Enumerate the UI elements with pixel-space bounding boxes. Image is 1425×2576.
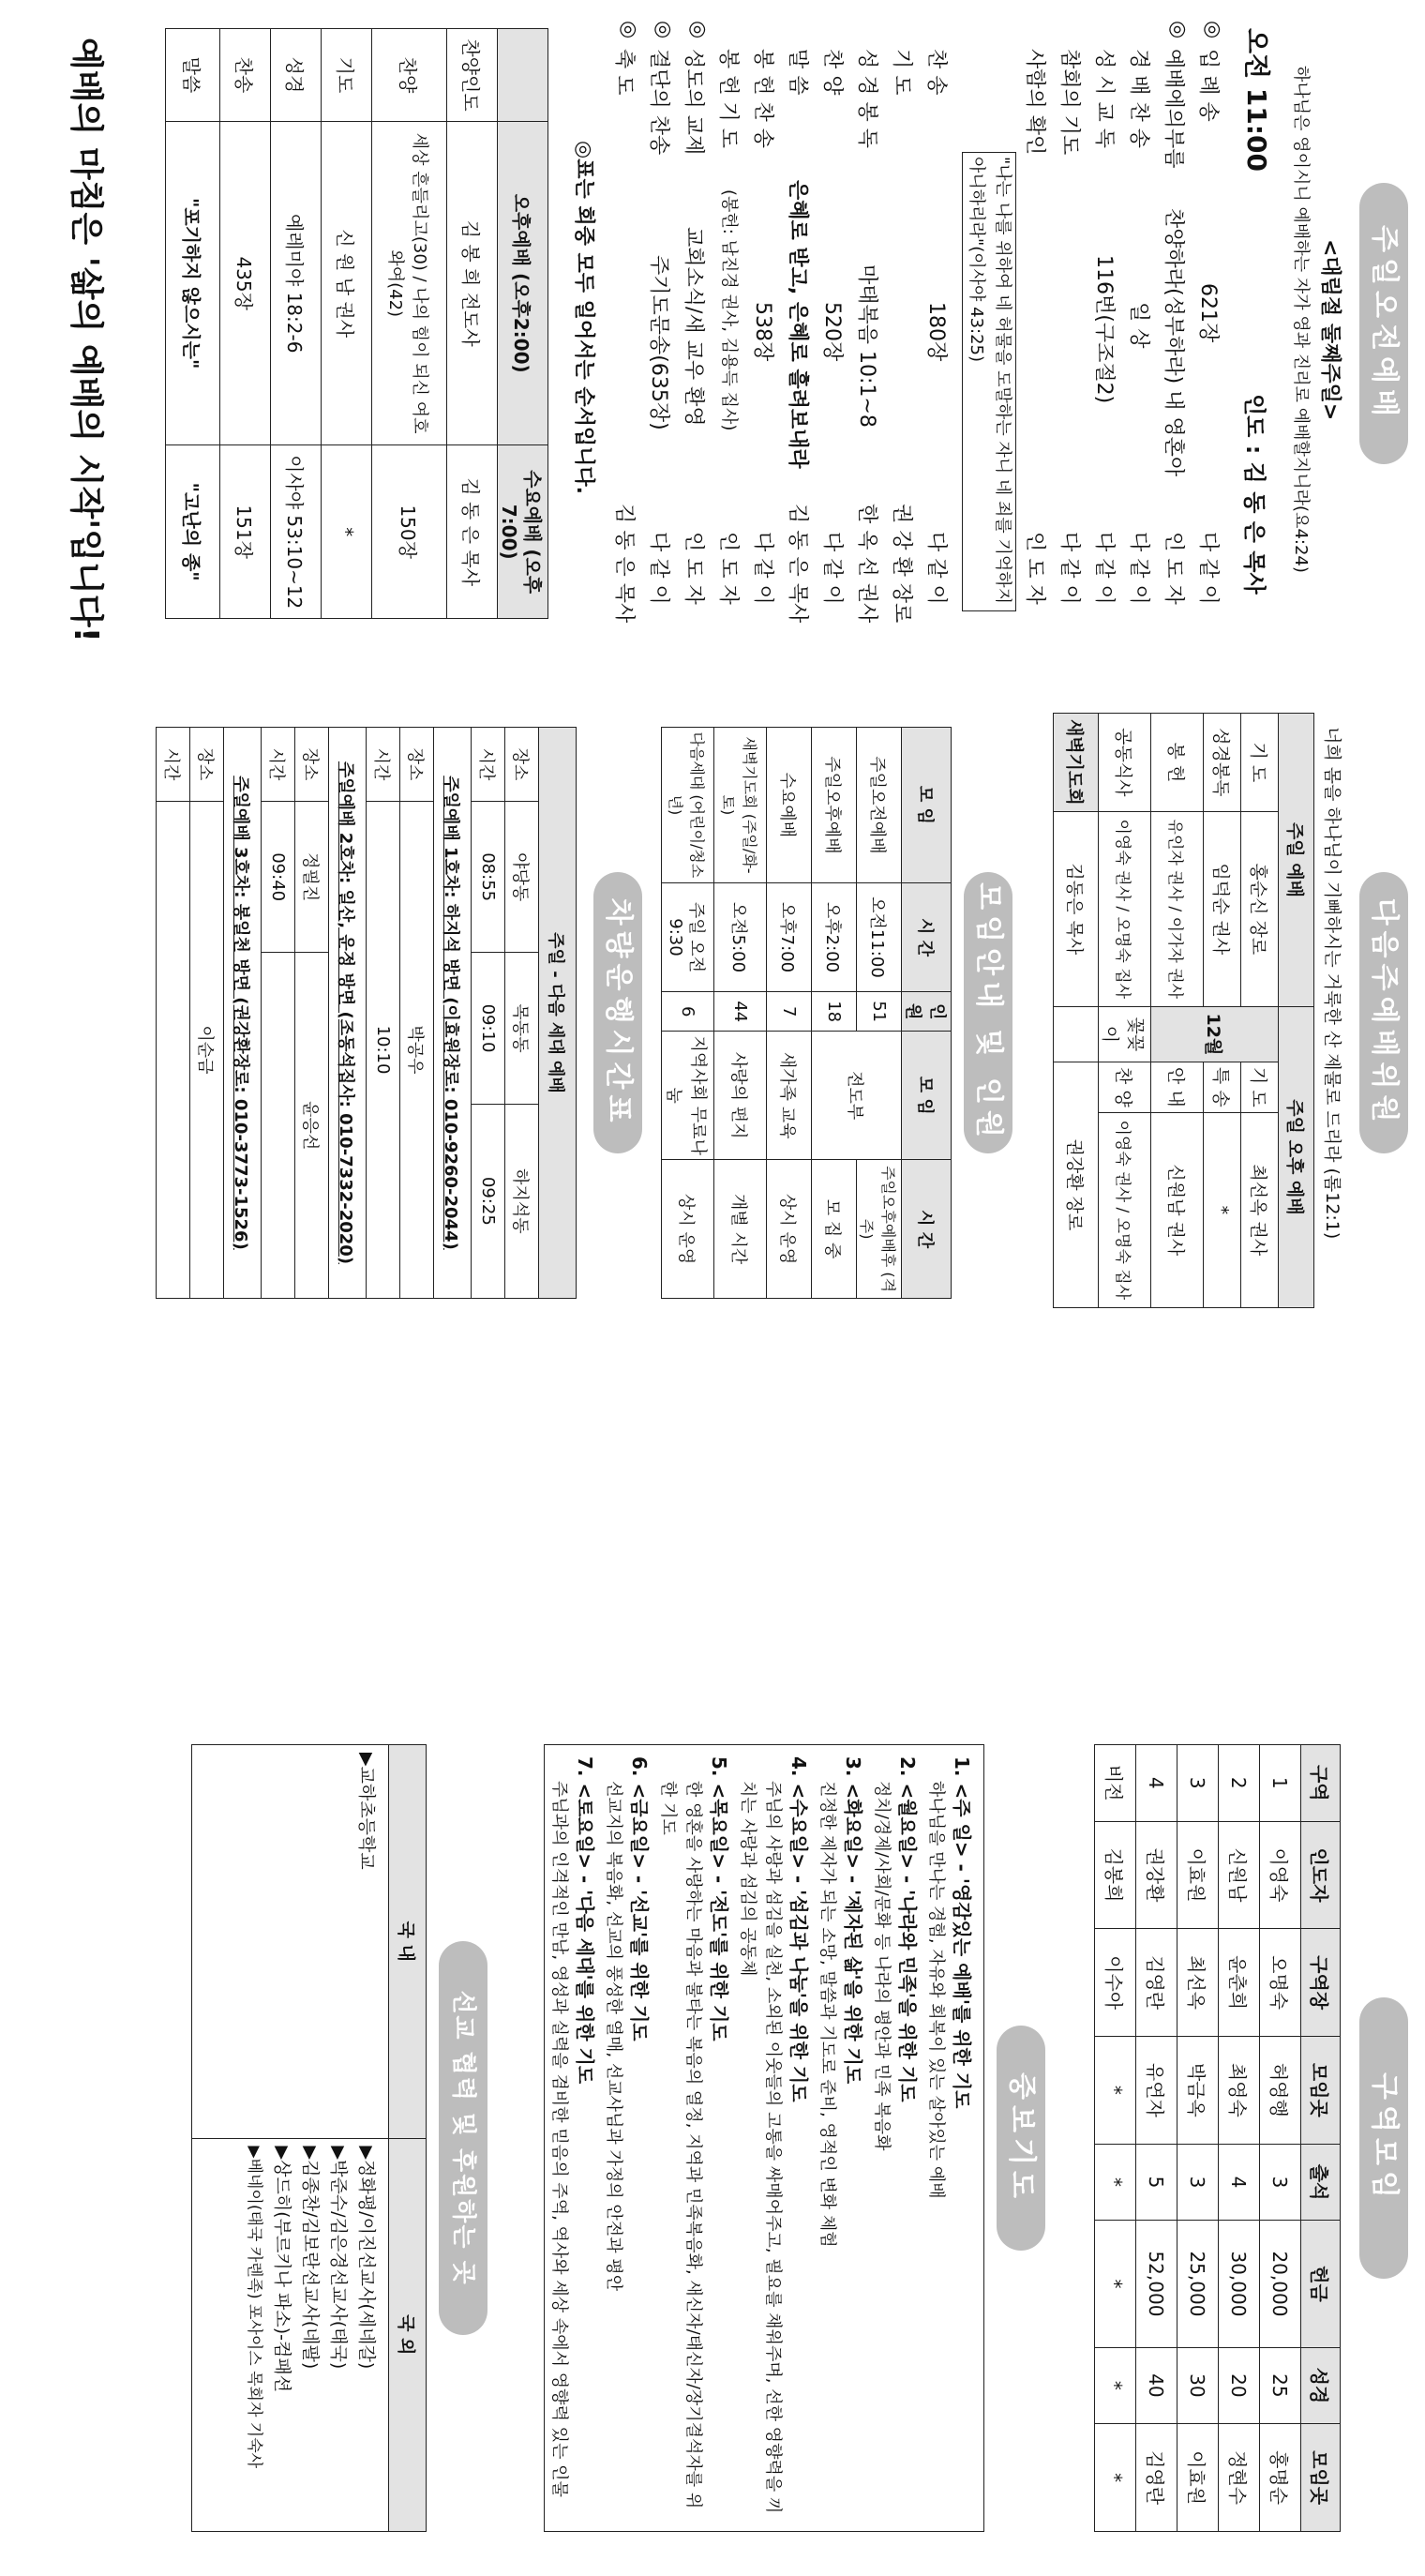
order-detail: (봉헌: 남진경 권사, 김용득 집사) bbox=[719, 189, 739, 431]
table-row bbox=[767, 728, 812, 1299]
name-cell: 신원남 권사 bbox=[1151, 1112, 1204, 1307]
prayer-head: 2. <월요일> - '나라와 민족'을 위한 기도 bbox=[896, 1756, 919, 2102]
table-row bbox=[372, 29, 447, 619]
morning-subtitle: <대림절 둘째주일> bbox=[1318, 239, 1342, 421]
mission-domestic-cell bbox=[192, 1745, 389, 2139]
mission-entry: ▶베네이(태국 카렌족) 포사이스 목회자 기숙사 bbox=[245, 2146, 263, 2469]
districts-header: 헌금 bbox=[1301, 2221, 1341, 2347]
district-cell: 이효원 bbox=[1178, 2424, 1219, 2532]
mission-foreign-cell bbox=[192, 2138, 389, 2532]
order-who: 다 같 이 bbox=[751, 532, 774, 605]
district-cell: 박금옥 bbox=[1178, 2037, 1219, 2145]
meetings-header: 시 간 bbox=[902, 882, 952, 991]
mission-table bbox=[191, 1744, 427, 2532]
row-label: 말씀 bbox=[166, 29, 220, 122]
vehicle-label: 시간 bbox=[157, 728, 190, 802]
district-cell: * bbox=[1095, 2347, 1136, 2424]
order-name: 말 씀 bbox=[786, 49, 809, 96]
order-who: 권 강 환 장로 bbox=[890, 504, 913, 624]
district-cell: 정현수 bbox=[1219, 2424, 1260, 2532]
district-cell: 권강환 bbox=[1136, 1821, 1178, 1929]
district-cell: 김봉희 bbox=[1095, 1821, 1136, 1929]
name-cell: * bbox=[1204, 1112, 1241, 1307]
order-who: 다 같 이 bbox=[1196, 532, 1220, 605]
mission-entry: ▶박준수/김은경선교사(태국) bbox=[328, 2146, 349, 2370]
boxed-verse: "나는 나를 위하여 네 허물을 도말하는 자니 네 죄를 기억하지 아니하리라"(이사야 43:25) bbox=[962, 152, 1016, 611]
order-detail: 주기도문송(635장) bbox=[647, 255, 670, 430]
district-cell: 최선옥 bbox=[1178, 1929, 1219, 2037]
prayer-item bbox=[601, 1756, 652, 2520]
order-name: 봉 헌 기 도 bbox=[716, 49, 740, 148]
mission-entry: ▶김종찬/김보란선교사(네팔) bbox=[300, 2146, 321, 2370]
meeting-cell: 주일오전예배 bbox=[857, 728, 902, 883]
sunday-header: 주일 예배 bbox=[1279, 714, 1314, 1007]
order-item bbox=[644, 21, 679, 630]
mission-entry: ▶교하초등학교 bbox=[356, 1753, 377, 1870]
district-cell: 이수아 bbox=[1095, 1929, 1136, 2037]
prayer-head: 6. <금요일> - '선교'를 위한 기도 bbox=[628, 1756, 651, 2041]
table-row bbox=[1178, 1745, 1219, 2532]
wed-cell: 150장 bbox=[372, 445, 447, 619]
prayer-item bbox=[923, 1756, 974, 2520]
order-item bbox=[1124, 21, 1159, 630]
wed-cell: * bbox=[322, 445, 372, 619]
table-row bbox=[190, 728, 224, 1299]
meetings-header: 모 임 bbox=[902, 1032, 952, 1160]
vehicle-cell: 정필진 bbox=[295, 802, 329, 953]
mission-entry: ▶정화평/이진선교사(세네갈) bbox=[356, 2146, 377, 2370]
district-cell: 2 bbox=[1219, 1745, 1260, 1822]
order-detail: 찬양하라(성부하라) 내 영혼아 bbox=[1162, 208, 1185, 477]
flower-cell: 꽃꽂이 bbox=[1099, 1006, 1151, 1062]
role-cell: 공동식사 bbox=[1099, 714, 1151, 812]
vehicle-line1-title: 주일예배 1호차: 하지석 방면 (이효원장로: 010-9260-2044) bbox=[434, 728, 472, 1299]
order-item bbox=[818, 21, 852, 630]
meetings-table bbox=[661, 727, 952, 1299]
order-name: 참회의 기도 bbox=[1058, 49, 1081, 156]
name-cell: 김동은 목사 bbox=[1054, 811, 1099, 1006]
table-row bbox=[1099, 714, 1151, 1308]
prayer-head: 7. <토요일> - '다음 세대'를 위한 기도 bbox=[574, 1756, 596, 2085]
meetings-title: 모임안내 및 인원 bbox=[964, 872, 1012, 1153]
table-row bbox=[1054, 714, 1099, 1308]
district-cell: 최영숙 bbox=[1219, 2037, 1260, 2145]
district-cell: 5 bbox=[1136, 2144, 1178, 2221]
district-cell: 25,000 bbox=[1178, 2221, 1219, 2347]
meeting-cell: 모 집 중 bbox=[812, 1160, 857, 1299]
district-cell: 비전 bbox=[1095, 1745, 1136, 1822]
prayer-item bbox=[735, 1756, 811, 2520]
districts-header: 성경 bbox=[1301, 2347, 1341, 2424]
role-cell bbox=[1054, 1006, 1099, 1062]
order-detail: 621장 bbox=[1196, 283, 1220, 343]
order-detail: 116번(구조절2) bbox=[1092, 255, 1116, 404]
meeting-cell: 새벽기도회 (주일/화-토) bbox=[714, 728, 767, 883]
pm-cell: 예레미야 18:2-6 bbox=[271, 122, 322, 445]
role-cell: 특 송 bbox=[1204, 1062, 1241, 1112]
district-cell: 허영행 bbox=[1260, 2037, 1301, 2145]
morning-time: 오전 11:00 bbox=[1241, 28, 1272, 172]
meeting-cell: 오후7:00 bbox=[767, 882, 812, 991]
order-mark: ◎ bbox=[1166, 21, 1190, 39]
order-who: 다 같 이 bbox=[820, 532, 844, 605]
prayer-box bbox=[544, 1744, 984, 2532]
mission-foreign-header: 국 외 bbox=[389, 2138, 427, 2532]
order-name: 성 경 봉 독 bbox=[855, 49, 878, 148]
districts-header: 인도자 bbox=[1301, 1821, 1341, 1929]
order-item bbox=[1055, 21, 1089, 630]
mission-entry: ▶상드히(부르키나 파소)-컴패션 bbox=[272, 2146, 292, 2393]
vehicle-label: 장소 bbox=[295, 728, 329, 802]
vehicle-cell: 09:25 bbox=[472, 1104, 505, 1298]
pm-cell: "포기하지 않으시는" bbox=[166, 122, 220, 445]
order-who: 다 같 이 bbox=[647, 532, 670, 605]
order-detail: 538장 bbox=[751, 302, 774, 362]
pm-cell: 435장 bbox=[220, 122, 271, 445]
meeting-cell: 주일오후예배후 (격주) bbox=[857, 1160, 902, 1299]
header-blank bbox=[498, 29, 548, 122]
order-name: 입 례 송 bbox=[1196, 49, 1220, 122]
vehicle-cell: 목동동 bbox=[505, 953, 539, 1104]
table-row bbox=[1136, 1745, 1178, 2532]
prayer-head: 4. <수요일> - '섬김과 나눔'을 위한 기도 bbox=[788, 1756, 810, 2102]
meeting-cell: 오전11:00 bbox=[857, 882, 902, 991]
header-wed: 수요예배 (오후7:00) bbox=[498, 445, 548, 619]
nextweek-verse: 너희 몸을 하나님이 기뻐하시는 거룩한 산 제물로 드리라 (롬12:1) bbox=[1322, 727, 1342, 1240]
wed-cell: 김 동 은 목사 bbox=[447, 445, 498, 619]
order-name: 결단의 찬송 bbox=[647, 49, 670, 156]
row-label: 찬양인도 bbox=[447, 29, 498, 122]
order-name: 봉 헌 찬 송 bbox=[751, 49, 774, 148]
order-mark: ◎ bbox=[617, 21, 640, 39]
prayer-item bbox=[655, 1756, 731, 2520]
row-label: 찬송 bbox=[220, 29, 271, 122]
prayer-head: 3. <화요일> - '제자된 삶'을 위한 기도 bbox=[842, 1756, 864, 2085]
order-item bbox=[713, 21, 748, 630]
role-cell: 봉 헌 bbox=[1151, 714, 1204, 812]
prayer-item bbox=[869, 1756, 920, 2520]
district-cell: 40 bbox=[1136, 2347, 1178, 2424]
districts-header: 구역장 bbox=[1301, 1929, 1341, 2037]
table-row bbox=[812, 728, 857, 1299]
order-list bbox=[609, 21, 1228, 630]
pm-cell: 김 봉 희 전도사 bbox=[447, 122, 498, 445]
order-item bbox=[1193, 21, 1228, 630]
vehicle-cell: 야당동 bbox=[505, 802, 539, 953]
nextweek-title: 다음주예배위원 bbox=[1359, 872, 1408, 1153]
prayer-head: 5. <목요일> - '전도'를 위한 기도 bbox=[708, 1756, 730, 2041]
prayer-item bbox=[815, 1756, 865, 2520]
name-cell: 임덕순 권사 bbox=[1204, 811, 1241, 1006]
role-cell: 찬 양 bbox=[1099, 1062, 1151, 1112]
header-pm: 오후예배 (오후2:00) bbox=[498, 122, 548, 445]
afternoon-table bbox=[165, 28, 548, 619]
order-item bbox=[679, 21, 713, 630]
name-cell: 홍순신 장로 bbox=[1241, 811, 1279, 1006]
prayer-head: 1. <주 일> - '영감있는 예배'를 위한 기도 bbox=[951, 1756, 973, 2109]
table-row bbox=[662, 728, 714, 1299]
order-item bbox=[783, 21, 818, 630]
name-cell: 최선옥 권사 bbox=[1241, 1112, 1279, 1307]
district-cell: 3 bbox=[1178, 1745, 1219, 1822]
wed-cell: "고난의 종" bbox=[166, 445, 220, 619]
morning-column bbox=[0, 0, 1425, 647]
vehicle-cell: 윤응선 bbox=[295, 953, 329, 1299]
name-cell: 유인자 권사 / 이가자 권사 bbox=[1151, 811, 1204, 1006]
district-cell: 30 bbox=[1178, 2347, 1219, 2424]
name-cell: 이영숙 권사 / 오명숙 집사 bbox=[1099, 1112, 1151, 1307]
order-name: 기 도 bbox=[890, 49, 913, 96]
order-mark: ◎ bbox=[652, 21, 675, 39]
vehicle-line3-title: 주일예배 3호차: 봉일천 방면 (권강환장로: 010-3773-1526) bbox=[224, 728, 262, 1299]
vehicle-cell: 10:10 bbox=[367, 802, 400, 1299]
district-cell: 홍명순 bbox=[1260, 2424, 1301, 2532]
table-row bbox=[367, 728, 400, 1299]
order-detail: 교회소식/새 교우 환영 bbox=[682, 227, 705, 427]
vehicle-title: 차량운행시간표 bbox=[593, 872, 642, 1153]
district-cell: 3 bbox=[1260, 2144, 1301, 2221]
districts-header: 출석 bbox=[1301, 2144, 1341, 2221]
district-cell: 20 bbox=[1219, 2347, 1260, 2424]
table-row bbox=[400, 728, 434, 1299]
vehicle-cell: 09:10 bbox=[472, 953, 505, 1104]
order-name: 경 배 찬 송 bbox=[1127, 49, 1150, 148]
meeting-cell: 오전5:00 bbox=[714, 882, 767, 991]
vehicle-cell: 하지석동 bbox=[505, 1104, 539, 1298]
district-cell: * bbox=[1095, 2221, 1136, 2347]
meeting-cell: 주일 오전9:30 bbox=[662, 882, 714, 991]
order-who: 다 같 이 bbox=[1058, 532, 1081, 605]
order-name: 사함의 확인 bbox=[1023, 49, 1046, 156]
meeting-cell: 개별 시간 bbox=[714, 1160, 767, 1299]
order-who: 인 도 자 bbox=[682, 532, 705, 605]
morning-verse: 하나님은 영이시니 예배하는 자가 영과 진리로 예배할지니라(요4:24) bbox=[1291, 66, 1311, 573]
table-row bbox=[472, 728, 505, 1299]
districts-table bbox=[1094, 1744, 1341, 2532]
district-cell: 4 bbox=[1219, 2144, 1260, 2221]
districts-header: 모임곳 bbox=[1301, 2037, 1341, 2145]
meeting-cell: 18 bbox=[812, 992, 857, 1032]
order-detail: 180장 bbox=[924, 302, 948, 362]
prayer-item bbox=[547, 1756, 597, 2520]
meetings-header: 시 간 bbox=[902, 1160, 952, 1299]
district-cell: 30,000 bbox=[1219, 2221, 1260, 2347]
district-cell: 4 bbox=[1136, 1745, 1178, 1822]
wed-cell: 151장 bbox=[220, 445, 271, 619]
vehicle-label: 장소 bbox=[400, 728, 434, 802]
table-row bbox=[1241, 714, 1279, 1308]
prayer-body: 한 영혼을 사랑하는 마음과 불타는 복음의 열정, 지역과 민족복음화, 새신자/태신자/장기결석자를 위한 기도 bbox=[658, 1781, 703, 2509]
table-row bbox=[1095, 1745, 1136, 2532]
vehicle-cell bbox=[262, 953, 295, 1299]
table-row bbox=[447, 29, 498, 619]
meeting-cell: 수요예배 bbox=[767, 728, 812, 883]
name-cell: 권강환 장로 bbox=[1054, 1062, 1099, 1307]
wed-cell: 이사야 53:10~12 bbox=[271, 445, 322, 619]
district-cell: 김영란 bbox=[1136, 2424, 1178, 2532]
nextweek-table bbox=[1053, 713, 1314, 1308]
sermon-title: 은혜로 받고, 은혜로 흘려보내라 bbox=[786, 180, 809, 469]
order-who: 다 같 이 bbox=[1127, 532, 1150, 605]
order-item bbox=[1089, 21, 1124, 630]
order-item bbox=[1020, 21, 1055, 630]
standing-note: ◎표는 회중 모두 일어서는 순서입니다. bbox=[572, 141, 595, 494]
meeting-cell: 51 bbox=[857, 992, 902, 1032]
row-label: 기도 bbox=[322, 29, 372, 122]
district-cell: * bbox=[1095, 2037, 1136, 2145]
role-cell: 기 도 bbox=[1241, 714, 1279, 812]
right-column bbox=[0, 1725, 1425, 2551]
vehicle-cell: 09:40 bbox=[262, 802, 295, 953]
pm-cell: 신 원 남 권사 bbox=[322, 122, 372, 445]
meeting-cell: 오후2:00 bbox=[812, 882, 857, 991]
table-row bbox=[295, 728, 329, 1299]
prayer-body: 주님과의 인격적인 만남, 영성과 실력을 겸비한 믿음의 주역, 역사와 세상 속에서 영향력 있는 인물 bbox=[549, 1781, 569, 2497]
district-cell: 25 bbox=[1260, 2347, 1301, 2424]
district-cell: * bbox=[1095, 2424, 1136, 2532]
district-cell: 1 bbox=[1260, 1745, 1301, 1822]
order-item bbox=[748, 21, 783, 630]
meeting-cell: 7 bbox=[767, 992, 812, 1032]
order-who: 인 도 자 bbox=[1162, 532, 1185, 605]
afternoon-header: 주일 오후 예배 bbox=[1279, 1006, 1314, 1307]
table-row bbox=[157, 728, 190, 1299]
vehicle-label: 시간 bbox=[367, 728, 400, 802]
district-cell: 김영란 bbox=[1136, 1929, 1178, 2037]
vehicle-cell: 08:55 bbox=[472, 802, 505, 953]
prayer-title: 중보기도 bbox=[997, 2026, 1045, 2251]
order-who: 인 도 자 bbox=[716, 532, 740, 605]
order-item bbox=[922, 21, 956, 630]
vehicle-label: 시간 bbox=[472, 728, 505, 802]
vehicle-label: 장소 bbox=[505, 728, 539, 802]
row-label: 성경 bbox=[271, 29, 322, 122]
district-cell: 신원남 bbox=[1219, 1821, 1260, 1929]
vehicle-cell: 박공우 bbox=[400, 802, 434, 1299]
role-cell: 새벽기도회 bbox=[1054, 714, 1099, 812]
order-item bbox=[852, 21, 887, 630]
order-who: 김 동 은 목사 bbox=[786, 504, 809, 624]
prayer-body: 진정한 제자가 되는 소망, 말씀과 기도로 준비, 영적인 변화 체험 bbox=[818, 1781, 837, 2248]
meeting-cell: 상시 운영 bbox=[767, 1160, 812, 1299]
vehicle-cell: 이순금 bbox=[190, 802, 224, 1299]
vehicle-label: 장소 bbox=[190, 728, 224, 802]
vehicle-label: 시간 bbox=[262, 728, 295, 802]
table-row bbox=[166, 29, 220, 619]
order-item bbox=[609, 21, 644, 630]
mission-title: 선교 협력 및 후원하는 곳 bbox=[439, 1941, 488, 2335]
district-cell: 유연자 bbox=[1136, 2037, 1178, 2145]
order-name: 축 도 bbox=[612, 49, 636, 96]
meeting-cell: 지역사회 무료나눔 bbox=[662, 1032, 714, 1160]
district-cell: 윤춘희 bbox=[1219, 1929, 1260, 2037]
districts-header: 모임곳 bbox=[1301, 2424, 1341, 2532]
table-row bbox=[192, 1745, 389, 2532]
meetings-header: 모 임 bbox=[902, 728, 952, 883]
vehicle-table bbox=[156, 727, 577, 1299]
districts-title: 구역모임 bbox=[1359, 1997, 1408, 2279]
order-name: 예배에의부름 bbox=[1162, 49, 1185, 169]
row-label: 찬양 bbox=[372, 29, 447, 122]
district-cell: 3 bbox=[1178, 2144, 1219, 2221]
vehicle-header: 주일 - 다음 세대 예배 bbox=[539, 728, 577, 1299]
meetings-header: 인원 bbox=[902, 992, 952, 1032]
prayer-body: 주님의 사랑과 섬김을 실천, 소외된 이웃들의 고통을 싸매어주고, 필요를 채워주며, 선한 영향력을 끼치는 사랑과 섬김의 공동체 bbox=[738, 1781, 783, 2514]
order-name: 성 시 교 독 bbox=[1092, 49, 1116, 148]
meeting-cell: 다음세대 (어린이/청소년) bbox=[662, 728, 714, 883]
order-detail: 마태복음 10:1~8 bbox=[855, 264, 878, 428]
meeting-cell: 새가족 교육 bbox=[767, 1032, 812, 1160]
meeting-cell: 주일오후예배 bbox=[812, 728, 857, 883]
table-row bbox=[1260, 1745, 1301, 2532]
meeting-cell: 상시 운영 bbox=[662, 1160, 714, 1299]
order-detail: 일 상 bbox=[1127, 302, 1150, 349]
order-who: 인 도 자 bbox=[1023, 532, 1046, 605]
table-row bbox=[714, 728, 767, 1299]
order-detail: 520장 bbox=[820, 302, 844, 362]
prayer-body: 하나님을 만나는 경험, 자유와 회복이 있는 살아있는 예배 bbox=[926, 1781, 946, 2199]
closing-message: 예배의 마침은 '삶의 예배의 시작'입니다! bbox=[67, 38, 105, 643]
name-cell: 이영숙 권사 / 오명숙 집사 bbox=[1099, 811, 1151, 1006]
table-row bbox=[1219, 1745, 1260, 2532]
prayer-body: 선교지의 복음화, 선교의 풍성한 열매, 선교사님과 가정의 안전과 평안 bbox=[604, 1781, 623, 2292]
month-cell: 12월 bbox=[1151, 1006, 1279, 1062]
middle-column bbox=[0, 713, 1425, 1313]
pm-cell: 세상 흔들리고(30) / 나의 힘이 되신 여호와여(42) bbox=[372, 122, 447, 445]
table-row bbox=[505, 728, 539, 1299]
district-cell: 이영숙 bbox=[1260, 1821, 1301, 1929]
district-cell: * bbox=[1095, 2144, 1136, 2221]
vehicle-cell bbox=[157, 802, 190, 1299]
meeting-cell: 전도부 bbox=[812, 1032, 902, 1160]
table-row bbox=[857, 728, 902, 1299]
vehicle-line2-title: 주일예배 2호차: 일산, 운정 방면 (조동석집사: 010-7332-2020) bbox=[329, 728, 367, 1299]
order-item bbox=[1159, 21, 1193, 630]
order-who: 김 동 은 목사 bbox=[612, 504, 636, 624]
district-cell: 오명숙 bbox=[1260, 1929, 1301, 2037]
order-mark: ◎ bbox=[686, 21, 710, 39]
order-who: 다 같 이 bbox=[924, 532, 948, 605]
order-mark: ◎ bbox=[1201, 21, 1224, 39]
order-name: 성도의 교제 bbox=[682, 49, 705, 156]
table-row bbox=[220, 29, 271, 619]
order-name: 찬 양 bbox=[820, 49, 844, 96]
order-who: 다 같 이 bbox=[1092, 532, 1116, 605]
districts-header: 구역 bbox=[1301, 1745, 1341, 1822]
table-row bbox=[271, 29, 322, 619]
order-who: 한 옥 선 권사 bbox=[855, 504, 878, 624]
role-cell: 안 내 bbox=[1151, 1062, 1204, 1112]
table-row bbox=[262, 728, 295, 1299]
table-row bbox=[322, 29, 372, 619]
district-cell: 52,000 bbox=[1136, 2221, 1178, 2347]
mission-domestic-header: 국 내 bbox=[389, 1745, 427, 2139]
prayer-body: 정치/경제/사회/문화 등 나라의 평안과 민족 복음화 bbox=[872, 1781, 892, 2151]
role-cell: 기 도 bbox=[1241, 1062, 1279, 1112]
meeting-cell: 44 bbox=[714, 992, 767, 1032]
order-name: 찬 송 bbox=[924, 49, 948, 96]
district-cell: 20,000 bbox=[1260, 2221, 1301, 2347]
morning-title: 주일오전예배 bbox=[1359, 183, 1408, 464]
role-cell: 성경봉독 bbox=[1204, 714, 1241, 812]
morning-leader: 인도 : 김 동 은 목사 bbox=[1241, 394, 1268, 595]
district-cell: 이효원 bbox=[1178, 1821, 1219, 1929]
meeting-cell: 사랑의 편지 bbox=[714, 1032, 767, 1160]
meeting-cell: 6 bbox=[662, 992, 714, 1032]
order-item bbox=[887, 21, 922, 630]
